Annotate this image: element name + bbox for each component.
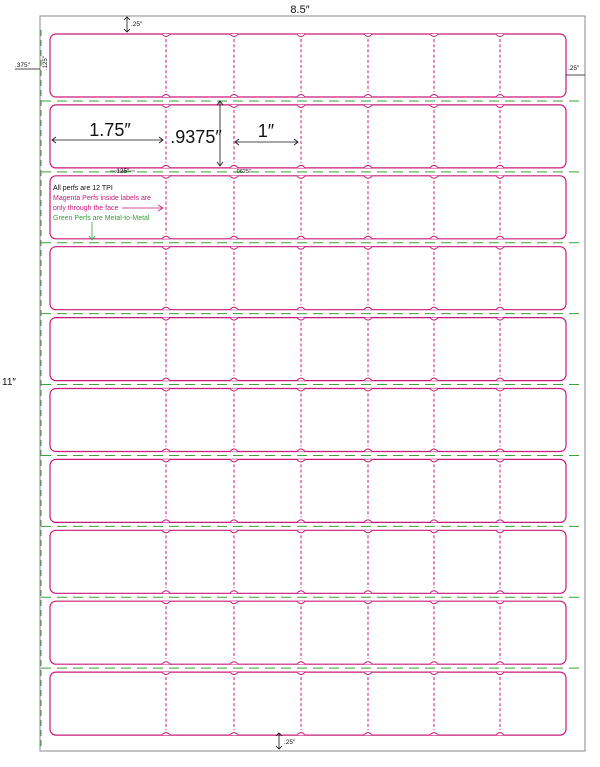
- label-row: [50, 318, 566, 381]
- label-strip-outline: [50, 672, 566, 735]
- label-strip-outline: [50, 34, 566, 97]
- label-row: [50, 530, 566, 593]
- label-height-label: .9375″: [170, 127, 222, 147]
- note-green: Green Perfs are Metal-to-Metal: [53, 215, 150, 222]
- note-tpi: All perfs are 12 TPI: [53, 185, 113, 192]
- side-small-label: .125″: [43, 56, 49, 70]
- small-width-label: 1″: [257, 121, 275, 141]
- wide-width-label: 1.75″: [89, 120, 131, 140]
- label-strip-outline: [50, 389, 566, 452]
- note-magenta-line1: Magenta Perfs inside labels are: [53, 195, 152, 202]
- label-strip-outline: [50, 601, 566, 664]
- top-margin-label: .25″: [131, 21, 143, 28]
- label-row: [50, 672, 566, 735]
- col-gap-label: .0625″: [235, 169, 251, 175]
- bottom-margin-label: .25″: [284, 739, 296, 746]
- row-gap-label: .125″: [114, 168, 130, 175]
- label-row: [50, 601, 566, 664]
- label-row: [50, 34, 566, 97]
- right-margin-label: .25″: [568, 65, 580, 72]
- label-strip-outline: [50, 459, 566, 522]
- sheet-width-label: 8.5″: [290, 4, 310, 16]
- label-row: [50, 459, 566, 522]
- label-row: [50, 247, 566, 310]
- label-strip-outline: [50, 247, 566, 310]
- label-row: [50, 176, 566, 239]
- label-row: [50, 389, 566, 452]
- sheet-height-label: 11″: [2, 377, 16, 388]
- left-margin-label: .375″: [15, 62, 30, 69]
- label-strip-outline: [50, 318, 566, 381]
- label-strip-outline: [50, 176, 566, 239]
- label-strip-outline: [50, 530, 566, 593]
- note-magenta-line2: only through the face: [53, 205, 119, 212]
